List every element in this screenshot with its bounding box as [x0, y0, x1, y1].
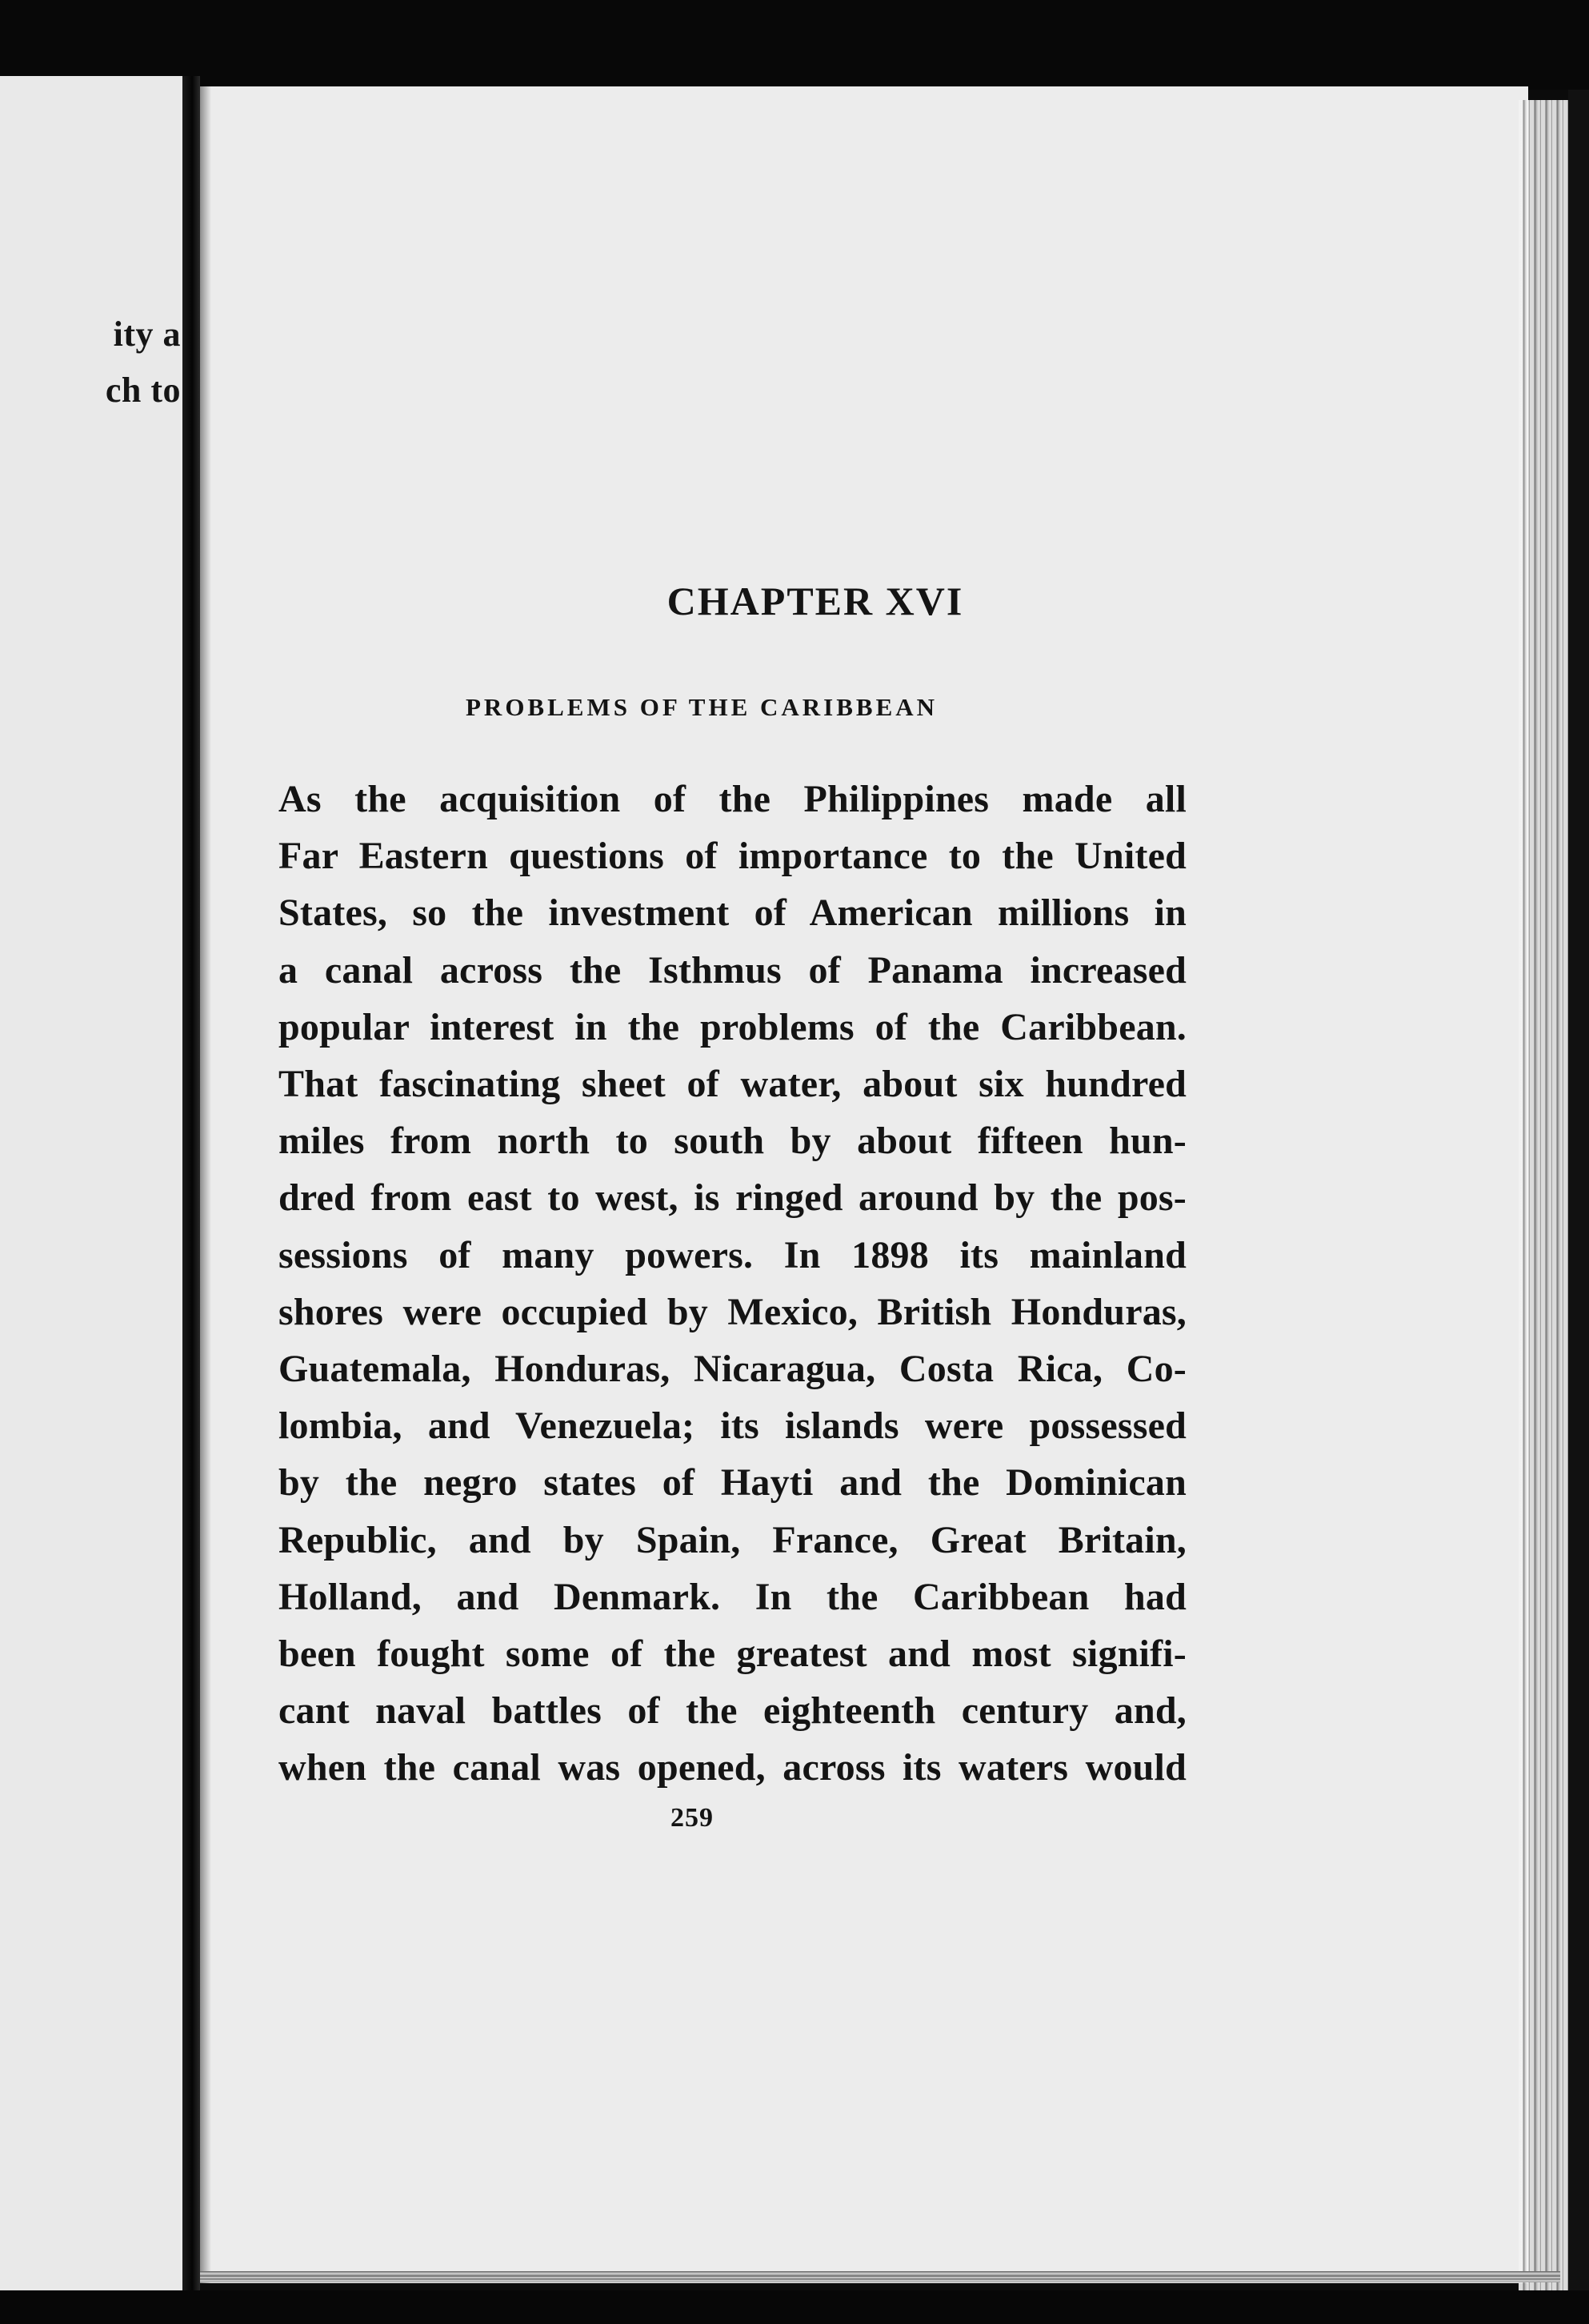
- left-fragment-line: ch to: [105, 371, 181, 410]
- body-line: shores were occupied by Mexico, British Honduras,: [278, 1290, 1187, 1333]
- page-gutter-shadow: [200, 86, 211, 2283]
- scan-right-border: [1568, 90, 1589, 2324]
- body-line: That fascinating sheet of water, about six hundred: [278, 1063, 1187, 1106]
- scan-top-border: [0, 0, 1589, 90]
- body-line: been fought some of the greatest and most signifi-: [278, 1633, 1187, 1676]
- body-line: dred from east to west, is ringed around by the pos-: [278, 1176, 1187, 1220]
- body-line: by the negro states of Hayti and the Dominican: [278, 1461, 1187, 1505]
- book-gutter: [182, 76, 200, 2293]
- scan-bottom-border: [0, 2290, 1589, 2324]
- body-line: popular interest in the problems of the Caribbean.: [278, 1005, 1187, 1048]
- body-line: Far Eastern questions of importance to the United: [278, 835, 1187, 878]
- body-line: cant naval battles of the eighteenth century and,: [278, 1689, 1187, 1733]
- body-line: miles from north to south by about fifteen hun-: [278, 1120, 1187, 1163]
- body-line: Republic, and by Spain, France, Great Britain,: [278, 1518, 1187, 1561]
- body-line: lombia, and Venezuela; its islands were possessed: [278, 1404, 1187, 1448]
- body-line: States, so the investment of American millions in: [278, 892, 1187, 935]
- body-line: As the acquisition of the Philippines made all: [278, 778, 1187, 820]
- body-line: a canal across the Isthmus of Panama increased: [278, 948, 1187, 992]
- left-fragment-line: ity a: [113, 315, 181, 354]
- page-number: 259: [670, 1803, 714, 1833]
- left-page-edge: [0, 76, 182, 2293]
- body-line: when the canal was opened, across its waters would: [278, 1746, 1187, 1789]
- page-bottom-edge: [200, 2271, 1560, 2282]
- body-paragraph: [278, 771, 1187, 1797]
- body-line: Holland, and Denmark. In the Caribbean had: [278, 1575, 1187, 1618]
- body-line: Guatemala, Honduras, Nicaragua, Costa Rica, Co-: [278, 1348, 1187, 1391]
- chapter-title-text: CHAPTER XVI: [666, 579, 964, 623]
- left-page-text-fragment: [0, 307, 181, 419]
- body-line: sessions of many powers. In 1898 its mainland: [278, 1233, 1187, 1276]
- chapter-title: [200, 578, 1279, 624]
- chapter-subtitle: PROBLEMS OF THE CARIBBEAN: [466, 693, 939, 721]
